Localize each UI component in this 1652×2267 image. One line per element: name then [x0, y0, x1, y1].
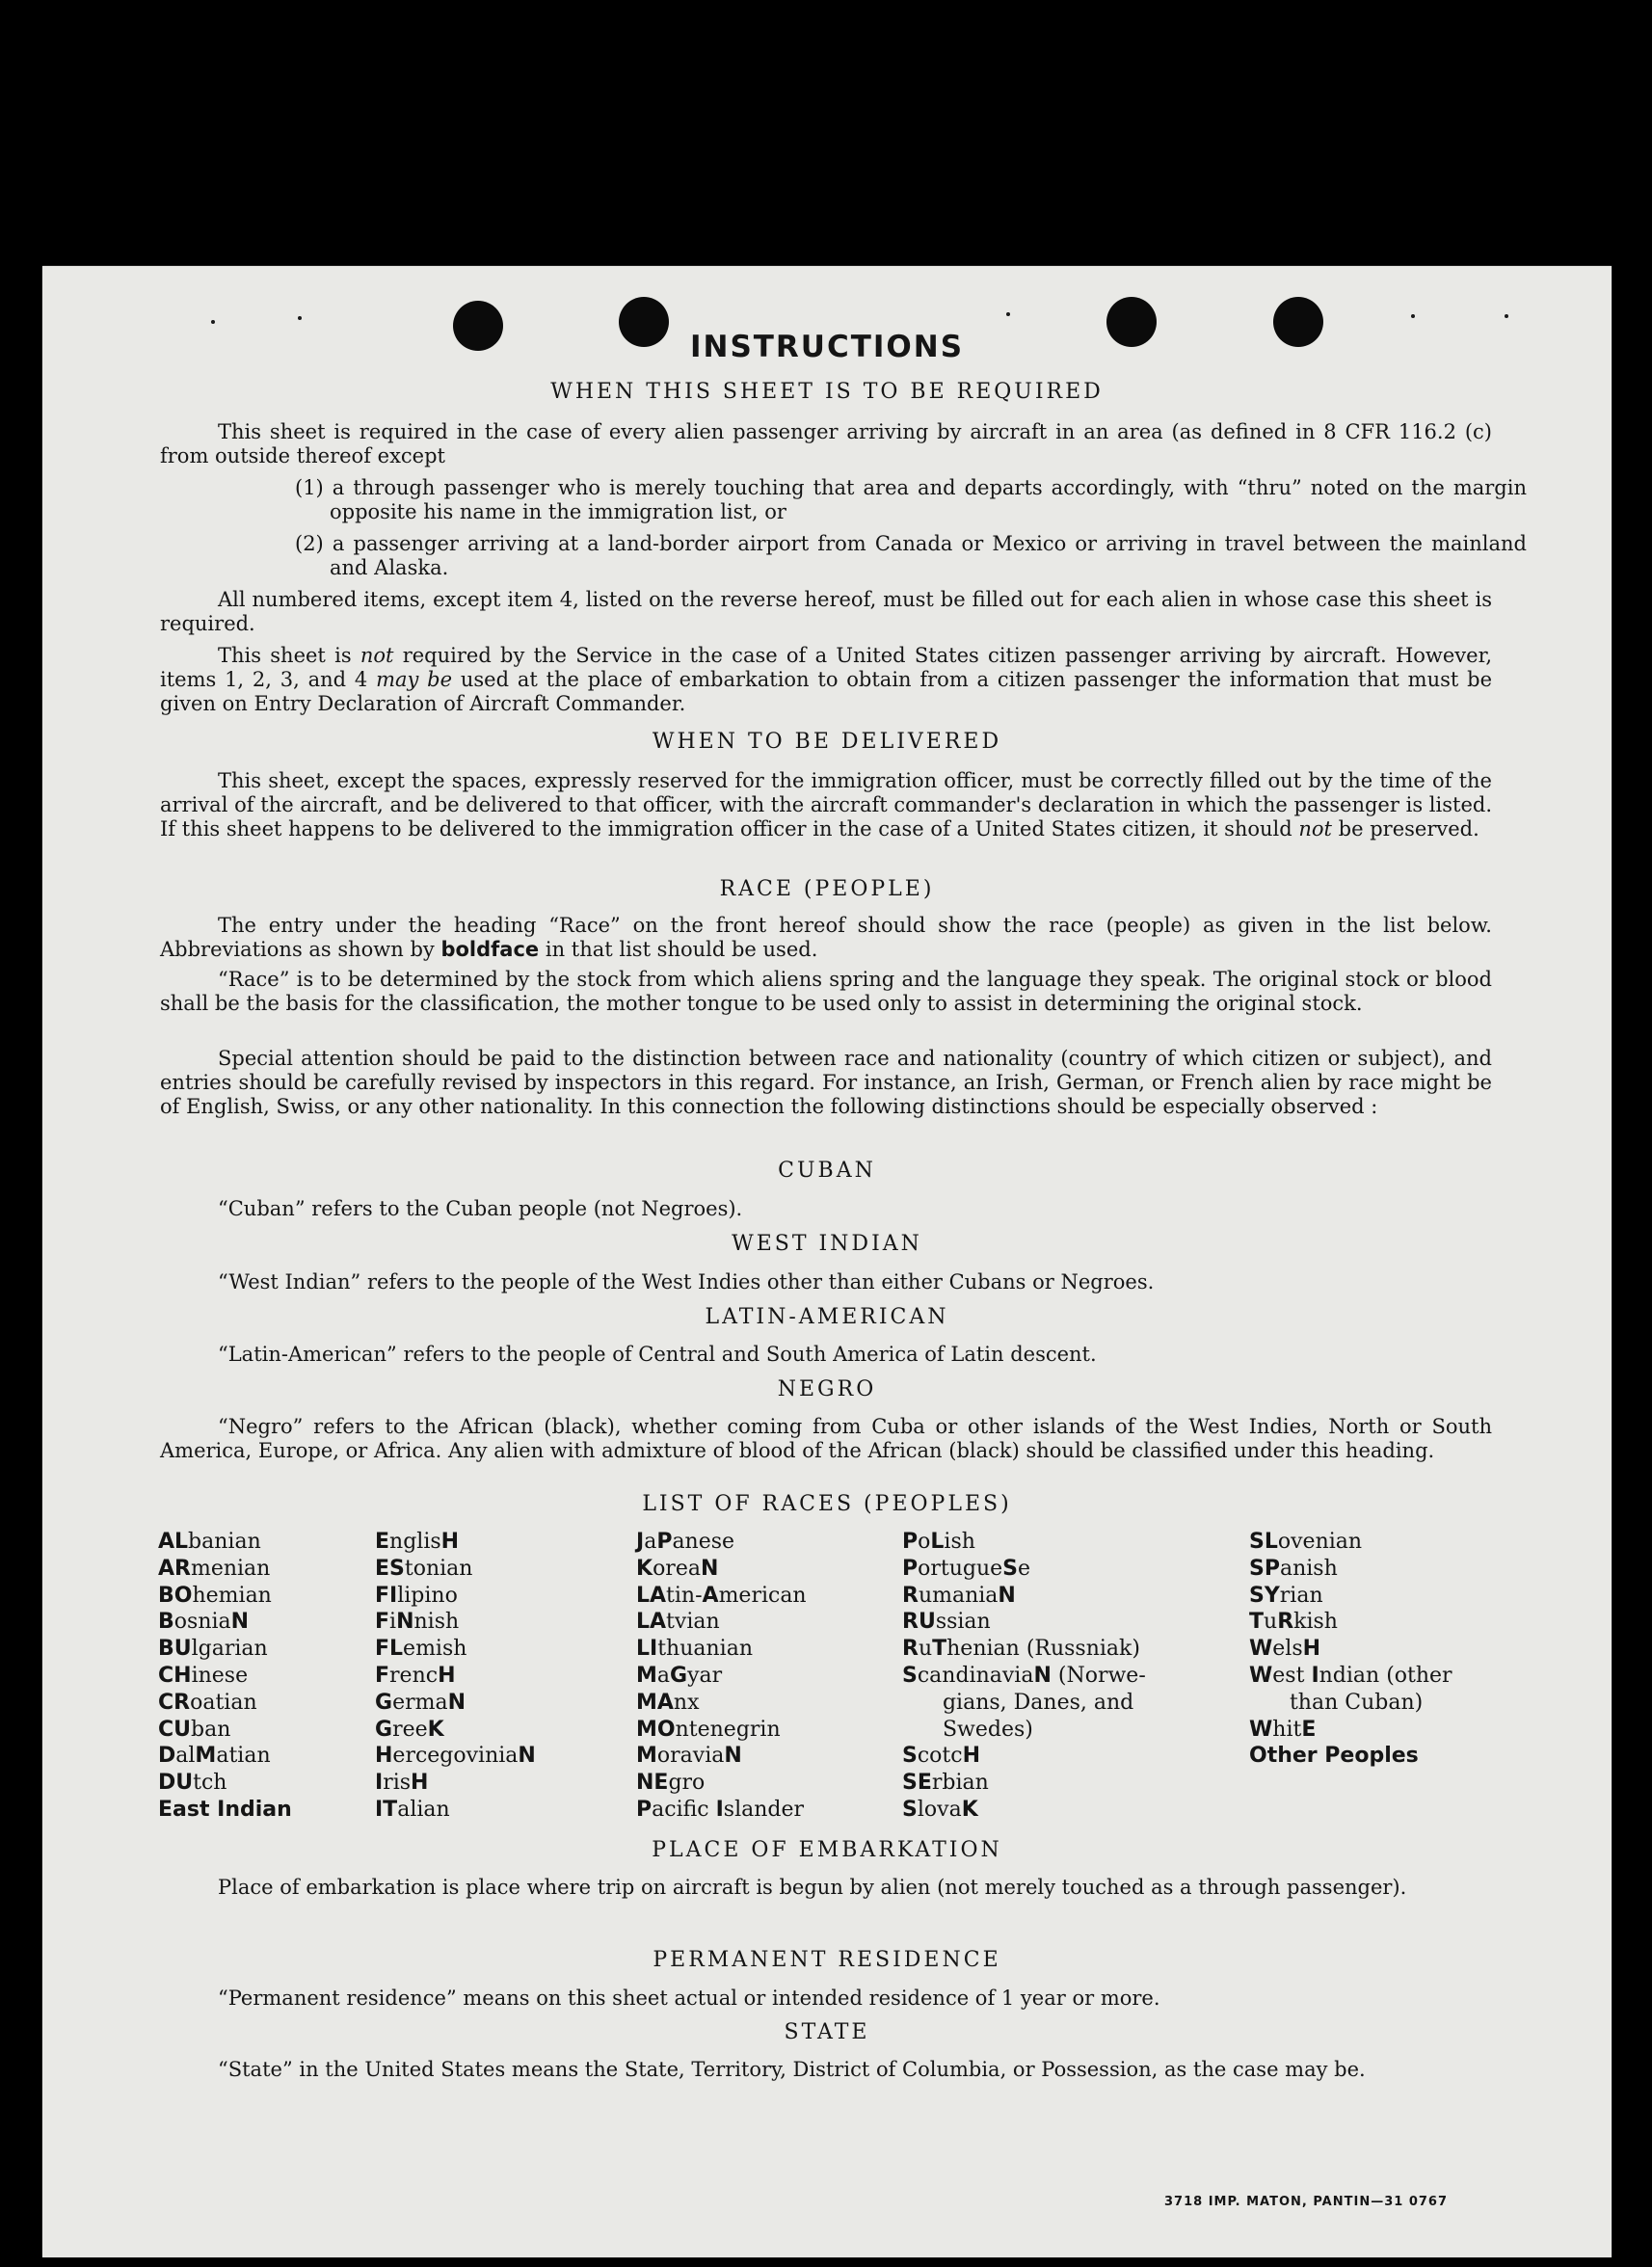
paragraph-residence: “Permanent residence” means on this sheet actual or intended residence of 1 year or more. [218, 1987, 1160, 2010]
abbreviation-letters: East Indian [158, 1797, 292, 1822]
race-entry [1249, 1609, 1452, 1636]
heading-place-of-embarkation: PLACE OF EMBARKATION [652, 1838, 1002, 1862]
abbreviation-letters: AR [158, 1556, 191, 1581]
race-entry [902, 1529, 1146, 1556]
race-entry [1249, 1690, 1452, 1717]
heading-negro: NEGRO [777, 1377, 877, 1401]
race-text: anish [1279, 1556, 1338, 1581]
abbreviation-letters: LA [636, 1610, 667, 1635]
race-text: Swedes) [902, 1717, 1033, 1742]
race-entry [1249, 1529, 1452, 1556]
race-entry [636, 1663, 807, 1690]
abbreviation-letters: CH [158, 1663, 192, 1688]
heading-latin-american: LATIN-AMERICAN [705, 1305, 949, 1329]
race-entry [902, 1583, 1146, 1610]
paragraph-negro: “Negro” refers to the African (black), whether coming from Cuba or other islands of the West Indies, North or South America, Europe, or Africa. Any alien with admixture of blood of the African (black) should be classified under this heading. [160, 1415, 1492, 1462]
abbreviation-letters: H [438, 1663, 456, 1688]
race-text: lgarian [191, 1637, 268, 1662]
paragraph-west-indian: “West Indian” refers to the people of the West Indies other than either Cubans or Negroes. [218, 1270, 1155, 1294]
abbreviation-letters: S [1002, 1556, 1019, 1581]
abbreviation-letters: K [427, 1717, 444, 1742]
speck [1505, 314, 1508, 318]
race-entry [375, 1609, 536, 1636]
race-entry [375, 1717, 536, 1744]
race-entry [375, 1583, 536, 1610]
race-entry [158, 1797, 292, 1824]
printer-imprint: 3718 IMP. MATON, PANTIN—31 0767 [1164, 2195, 1448, 2209]
paragraph-required: This sheet is required in the case of every alien passenger arriving by aircraft in an area (as defined in 8 CFR 116.2 (c) from outside thereof except [160, 420, 1492, 467]
paragraph-numbered-items: All numbered items, except item 4, listed on the reverse hereof, must be filled out for each alien in whose case this sheet is required. [160, 588, 1492, 635]
race-text: anese [672, 1530, 735, 1554]
race-text: erma [392, 1690, 448, 1715]
abbreviation-letters: MO [636, 1717, 676, 1742]
race-text: a [656, 1663, 671, 1688]
speck [1006, 312, 1010, 316]
abbreviation-letters: T [1249, 1610, 1265, 1635]
race-entry [375, 1770, 536, 1797]
abbreviation-letters: P [902, 1556, 919, 1581]
abbreviation-letters: H [411, 1771, 429, 1796]
abbreviation-letters: E [375, 1530, 390, 1554]
race-text: ssian [935, 1610, 991, 1635]
race-text: thuanian [657, 1637, 754, 1662]
race-text: ris [383, 1771, 412, 1796]
race-text: alian [397, 1797, 450, 1822]
race-entry [1249, 1743, 1452, 1770]
heading-when-delivered: WHEN TO BE DELIVERED [652, 730, 1002, 754]
race-text: atian [216, 1744, 271, 1769]
race-text: rbian [931, 1771, 989, 1796]
race-entry [158, 1770, 292, 1797]
race-text: yar [687, 1663, 723, 1688]
race-text: ercegovinia [392, 1744, 519, 1769]
paragraph-race-nationality: Special attention should be paid to the distinction between race and nationality (country of which citizen or subject), and entries should be carefully revised by inspectors in this regard. For instance, an Irish, German, or French alien by race might be of English, Swiss, or any other nationality. In this connection the following distinctions should be especially observed : [160, 1047, 1492, 1118]
race-entry [158, 1529, 292, 1556]
heading-permanent-residence: PERMANENT RESIDENCE [653, 1948, 1001, 1972]
race-column [375, 1529, 536, 1824]
abbreviation-letters: R [902, 1583, 919, 1608]
abbreviation-letters: P [656, 1530, 673, 1554]
race-text: (Norwe- [1051, 1663, 1146, 1688]
abbreviation-letters: R [902, 1637, 919, 1662]
race-text: tch [193, 1771, 227, 1796]
race-text: e [1018, 1556, 1031, 1581]
race-entry [158, 1636, 292, 1663]
heading-race: RACE (PEOPLE) [719, 877, 935, 901]
abbreviation-letters: W [1249, 1663, 1273, 1688]
race-entry [636, 1556, 807, 1583]
abbreviation-letters: BU [158, 1637, 192, 1662]
race-entry [375, 1797, 536, 1824]
race-entry [636, 1743, 807, 1770]
abbreviation-letters: N [1033, 1663, 1052, 1688]
race-text: nglis [389, 1530, 441, 1554]
race-text: candinavia [917, 1663, 1034, 1688]
race-entry [636, 1717, 807, 1744]
race-entry [902, 1770, 1146, 1797]
paragraph-race-determination: “Race” is to be determined by the stock from which aliens spring and the language they speak. The original stock or blood shall be the basis for the classification, the mother tongue to be used only to assist in determining the original stock. [160, 968, 1492, 1015]
paragraph-state: “State” in the United States means the State, Territory, District of Columbia, or Possession, as the case may be. [218, 2058, 1366, 2081]
race-entry [158, 1717, 292, 1744]
abbreviation-letters: H [375, 1744, 393, 1769]
abbreviation-letters: R [1277, 1610, 1294, 1635]
abbreviation-letters: B [158, 1610, 174, 1635]
paragraph-citizens: This sheet is not required by the Service in the case of a United States citizen passenger arriving by aircraft. However, items 1, 2, 3, and 4 may be used at the place of embarkation to obtain from a citizen passenger the information that must be given on Entry Declaration of Aircraft Commander. [160, 644, 1493, 715]
page-title: INSTRUCTIONS [689, 330, 965, 364]
abbreviation-letters: I [375, 1771, 384, 1796]
abbreviation-letters: N [998, 1583, 1016, 1608]
race-entry [375, 1529, 536, 1556]
race-entry [902, 1690, 1146, 1717]
abbreviation-letters: H [962, 1744, 981, 1769]
abbreviation-letters: K [961, 1797, 978, 1822]
abbreviation-letters: M [636, 1663, 657, 1688]
abbreviation-letters: AL [158, 1530, 189, 1554]
abbreviation-letters: W [1249, 1637, 1273, 1662]
abbreviation-letters: FI [375, 1583, 398, 1608]
instruction-sheet [42, 266, 1612, 2257]
speck [211, 320, 215, 324]
race-text: oatian [190, 1690, 257, 1715]
race-entry [375, 1690, 536, 1717]
race-text: rian [1279, 1583, 1323, 1608]
race-text: gro [668, 1771, 706, 1796]
abbreviation-letters: S [902, 1744, 918, 1769]
race-text: ndian (other [1319, 1663, 1452, 1688]
race-column [636, 1529, 807, 1824]
race-text: u [1264, 1610, 1278, 1635]
race-text: al [175, 1744, 196, 1769]
race-entry [158, 1663, 292, 1690]
race-column [1249, 1529, 1452, 1770]
abbreviation-letters: SE [902, 1771, 932, 1796]
abbreviation-letters: P [902, 1530, 919, 1554]
abbreviation-letters: T [932, 1637, 947, 1662]
race-text: ortugue [918, 1556, 1003, 1581]
abbreviation-letters: S [902, 1797, 918, 1822]
race-text: banian [188, 1530, 261, 1554]
race-text: tin- [666, 1583, 703, 1608]
abbreviation-letters: H [440, 1530, 460, 1554]
abbreviation-letters: N [230, 1610, 250, 1635]
race-text: lipino [397, 1583, 458, 1608]
race-text: cotc [917, 1744, 963, 1769]
speck [1411, 314, 1415, 318]
race-entry [636, 1797, 807, 1824]
abbreviation-letters: D [158, 1744, 176, 1769]
race-entry [636, 1770, 807, 1797]
abbreviation-letters: N [447, 1690, 466, 1715]
abbreviation-letters: F [375, 1610, 390, 1635]
race-text: renc [389, 1663, 439, 1688]
race-entry [375, 1743, 536, 1770]
race-entry [158, 1743, 292, 1770]
race-entry [636, 1529, 807, 1556]
paragraph-race-entry: The entry under the heading “Race” on the front hereof should show the race (people) as given in the list below. Abbreviations as shown by boldface in that list should be used. [160, 914, 1492, 961]
race-entry [375, 1663, 536, 1690]
race-text: u [918, 1637, 933, 1662]
race-entry [1249, 1636, 1452, 1663]
race-entry [902, 1556, 1146, 1583]
exception-item-1: (1) a through passenger who is merely touching that area and departs accordingly, with “thru” noted on the margin opposite his name in the immigration list, or [295, 476, 1527, 523]
race-text: orea [653, 1556, 701, 1581]
abbreviation-letters: SP [1249, 1556, 1280, 1581]
race-text: oravia [656, 1744, 725, 1769]
race-entry [1249, 1583, 1452, 1610]
abbreviation-letters: E [1301, 1717, 1317, 1742]
race-entry [1249, 1717, 1452, 1744]
abbreviation-letters: F [375, 1663, 390, 1688]
race-text: els [1272, 1637, 1303, 1662]
race-entry [158, 1609, 292, 1636]
abbreviation-letters: DU [158, 1771, 194, 1796]
abbreviation-letters: IT [375, 1797, 398, 1822]
abbreviation-letters: N [518, 1744, 536, 1769]
abbreviation-letters: SL [1249, 1530, 1278, 1554]
race-entry [902, 1743, 1146, 1770]
abbreviation-letters: FL [375, 1637, 404, 1662]
race-entry [902, 1663, 1146, 1690]
race-text: est [1272, 1663, 1312, 1688]
abbreviation-letters: J [636, 1530, 645, 1554]
heading-cuban: CUBAN [778, 1159, 876, 1183]
abbreviation-letters: W [1249, 1717, 1273, 1742]
abbreviation-letters: SY [1249, 1583, 1280, 1608]
abbreviation-letters: K [636, 1556, 653, 1581]
race-text: a [644, 1530, 657, 1554]
race-text: tvian [666, 1610, 720, 1635]
race-text: menian [190, 1556, 271, 1581]
race-entry [902, 1797, 1146, 1824]
abbreviation-letters: G [670, 1663, 688, 1688]
paragraph-latin-american: “Latin-American” refers to the people of Central and South America of Latin descent. [218, 1343, 1097, 1366]
abbreviation-letters: N [724, 1744, 742, 1769]
paragraph-embarkation: Place of embarkation is place where trip on aircraft is begun by alien (not merely touched as a through passenger). [218, 1876, 1407, 1899]
speck [298, 316, 302, 320]
race-text: lova [917, 1797, 962, 1822]
race-text: ish [944, 1530, 975, 1554]
abbreviation-letters: MA [636, 1690, 674, 1715]
heading-state: STATE [784, 2020, 870, 2044]
race-text: kish [1293, 1610, 1338, 1635]
race-entry [636, 1583, 807, 1610]
abbreviation-letters: CU [158, 1717, 192, 1742]
race-entry [636, 1690, 807, 1717]
race-text: ban [191, 1717, 231, 1742]
race-entry [375, 1636, 536, 1663]
race-text: osnia [173, 1610, 231, 1635]
race-text: tonian [404, 1556, 473, 1581]
race-text: inese [191, 1663, 249, 1688]
race-column [158, 1529, 292, 1824]
race-text: emish [403, 1637, 467, 1662]
race-text: i [389, 1610, 397, 1635]
abbreviation-letters: Other Peoples [1249, 1744, 1419, 1769]
race-text: ovenian [1277, 1530, 1363, 1554]
race-entry [158, 1583, 292, 1610]
race-entry [636, 1636, 807, 1663]
abbreviation-letters: RU [902, 1610, 936, 1635]
race-entry [902, 1609, 1146, 1636]
race-text: ntenegrin [675, 1717, 781, 1742]
abbreviation-letters: G [375, 1690, 393, 1715]
race-text: merican [718, 1583, 807, 1608]
abbreviation-letters: M [195, 1744, 217, 1769]
race-text: acific [652, 1797, 716, 1822]
race-entry [375, 1556, 536, 1583]
abbreviation-letters: G [375, 1717, 393, 1742]
abbreviation-letters: BO [158, 1583, 193, 1608]
abbreviation-letters: L [930, 1530, 945, 1554]
abbreviation-letters: I [1311, 1663, 1319, 1688]
paragraph-delivered: This sheet, except the spaces, expressly reserved for the immigration officer, must be correctly filled out by the time of the arrival of the aircraft, and be delivered to that officer, with the aircraft commander's declaration in which the passenger is listed. If this sheet happens to be delivered to the immigration officer in the case of a United States citizen, it should not be preserved. [160, 769, 1492, 840]
abbreviation-letters: CR [158, 1690, 191, 1715]
race-text: ree [392, 1717, 428, 1742]
race-text: henian (Russniak) [946, 1637, 1140, 1662]
race-entry [902, 1717, 1146, 1744]
race-entry [1249, 1556, 1452, 1583]
abbreviation-letters: ES [375, 1556, 405, 1581]
race-text: umania [918, 1583, 999, 1608]
abbreviation-letters: P [636, 1797, 653, 1822]
abbreviation-letters: I [715, 1797, 724, 1822]
abbreviation-letters: LA [636, 1583, 667, 1608]
heading-when-required: WHEN THIS SHEET IS TO BE REQUIRED [550, 380, 1104, 404]
heading-west-indian: WEST INDIAN [732, 1232, 922, 1256]
race-text: nx [673, 1690, 700, 1715]
abbreviation-letters: S [902, 1663, 918, 1688]
race-text: hemian [192, 1583, 272, 1608]
abbreviation-letters: LI [636, 1637, 658, 1662]
abbreviation-letters: N [700, 1556, 719, 1581]
abbreviation-letters: H [1302, 1637, 1321, 1662]
race-text: o [918, 1530, 931, 1554]
abbreviation-letters: A [702, 1583, 719, 1608]
race-column [902, 1529, 1146, 1824]
paragraph-cuban: “Cuban” refers to the Cuban people (not Negroes). [218, 1197, 743, 1220]
exception-item-2: (2) a passenger arriving at a land-border airport from Canada or Mexico or arriving in travel between the mainland and Alaska. [295, 532, 1527, 579]
abbreviation-letters: NE [636, 1771, 669, 1796]
abbreviation-letters: N [396, 1610, 414, 1635]
heading-list-of-races: LIST OF RACES (PEOPLES) [642, 1492, 1012, 1516]
race-text: slander [723, 1797, 805, 1822]
race-entry [902, 1636, 1146, 1663]
race-text: gians, Danes, and [902, 1690, 1134, 1715]
race-text: hit [1272, 1717, 1302, 1742]
race-entry [158, 1556, 292, 1583]
abbreviation-letters: M [636, 1744, 657, 1769]
race-text: than Cuban) [1249, 1690, 1424, 1715]
race-text: nish [413, 1610, 460, 1635]
race-entry [158, 1690, 292, 1717]
race-entry [636, 1609, 807, 1636]
race-entry [1249, 1663, 1452, 1690]
